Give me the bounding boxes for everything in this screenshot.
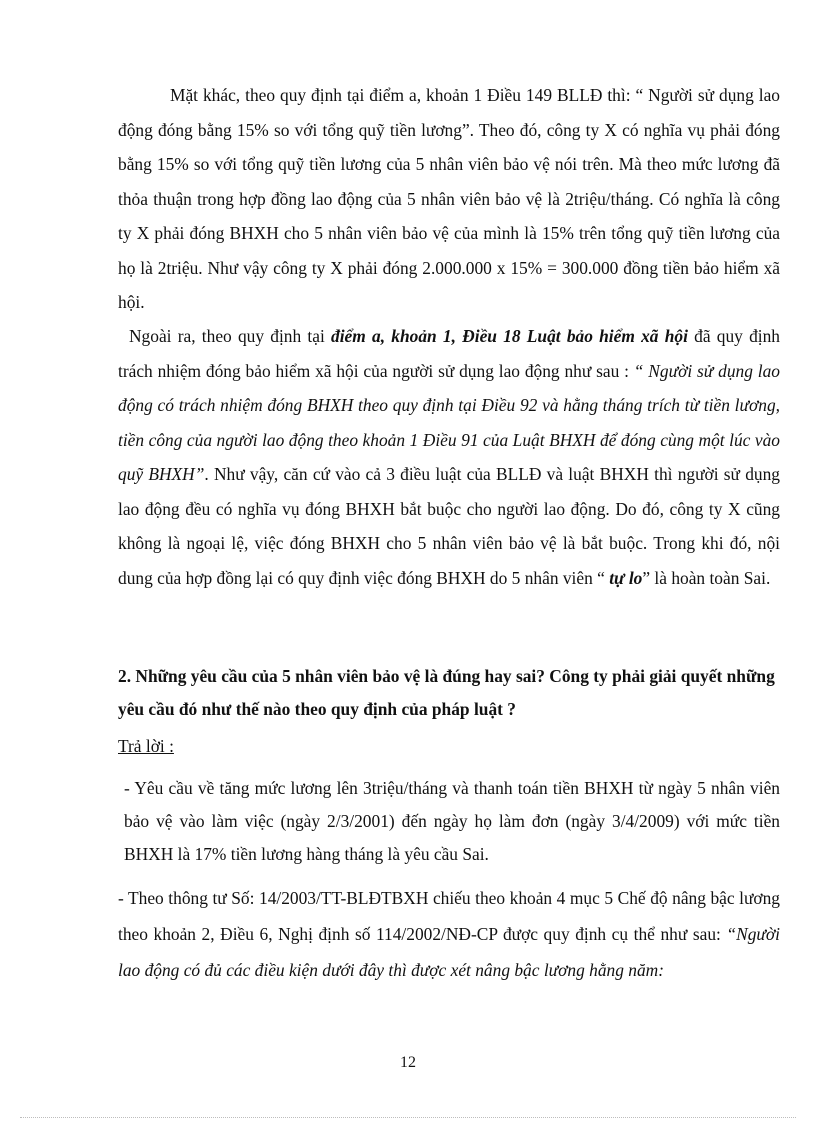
paragraph-circular-14-2003 <box>118 880 780 988</box>
law-quote: “ Người sử dụng lao động có trách nhiệm đóng BHXH theo quy định tại Điều 92 và hằng tháng trích từ tiền lương, tiền công của người lao động theo khoản 1 Điều 91 của Luật BHXH để đóng cùng một lúc vào quỹ BHXH” <box>118 360 780 484</box>
paragraph-social-insurance-law <box>118 319 780 595</box>
p2-text-c: . Như vậy, căn cứ vào cả 3 điều luật của BLLĐ và luật BHXH thì người sử dụng lao động đều có nghĩa vụ đóng BHXH bắt buộc cho người lao động. Do đó, công ty X cũng không là ngoại lệ, việc đóng BHXH cho 5 nhân viên bảo vệ là bắt buộc. Trong khi đó, nội dung của hợp đồng lại có quy định việc đóng BHXH do 5 nhân viên “ <box>118 464 780 588</box>
p2-text-b: đã quy định trách nhiệm đóng bảo hiểm xã hội của người sử dụng lao động như sau : <box>118 326 780 381</box>
paragraph-social-insurance-15-percent: Mặt khác, theo quy định tại điểm a, khoản 1 Điều 149 BLLĐ thì: “ Người sử dụng lao động đóng bằng 15% so với tổng quỹ tiền lương”. Theo đó, công ty X có nghĩa vụ phải đóng bằng 15% so với tổng quỹ tiền lương của 5 nhân viên bảo vệ nói trên. Mà theo mức lương đã thỏa thuận trong hợp đồng lao động của 5 nhân viên bảo vệ là 2triệu/tháng. Có nghĩa là công ty X phải đóng BHXH cho 5 nhân viên bảo vệ của mình là 15% trên tổng quỹ tiền lương của họ là 2triệu. Như vậy công ty X phải đóng 2.000.000 x 15% = 300.000 đồng tiền bảo hiểm xã hội. <box>118 85 780 312</box>
self-arranged-term: tự lo <box>609 567 643 588</box>
p4-text-a: - Theo thông tư Số: 14/2003/TT-BLĐTBXH chiếu theo khoản 4 mục 5 Chế độ nâng bậc lương theo khoản 2, Điều 6, Nghị định số 114/2002/NĐ-CP được quy định cụ thể như sau: <box>118 888 780 944</box>
law-reference: điểm a, khoản 1, Điều 18 Luật bảo hiểm xã hội <box>331 326 688 346</box>
p2-text-a: Ngoài ra, theo quy định tại <box>129 326 332 346</box>
page-number: 12 <box>400 1054 416 1071</box>
question-heading: 2. Những yêu cầu của 5 nhân viên bảo vệ là đúng hay sai? Công ty phải giải quyết những yêu cầu đó như thế nào theo quy định của pháp luật ? <box>118 666 775 719</box>
paragraph-request-wrong: - Yêu cầu về tăng mức lương lên 3triệu/tháng và thanh toán tiền BHXH từ ngày 5 nhân viên bảo vệ vào làm việc (ngày 2/3/2001) đến ngày họ làm đơn (ngày 3/4/2009) với mức tiền BHXH là 17% tiền lương hàng tháng là yêu cầu Sai. <box>124 778 780 864</box>
p2-text-d: ” là hoàn toàn Sai. <box>642 567 771 588</box>
footer-divider <box>20 1117 796 1118</box>
circular-quote: “Người lao động có đủ các điều kiện dưới đây thì được xét nâng bậc lương hằng năm: <box>118 924 780 980</box>
answer-label: Trả lời : <box>118 736 174 756</box>
